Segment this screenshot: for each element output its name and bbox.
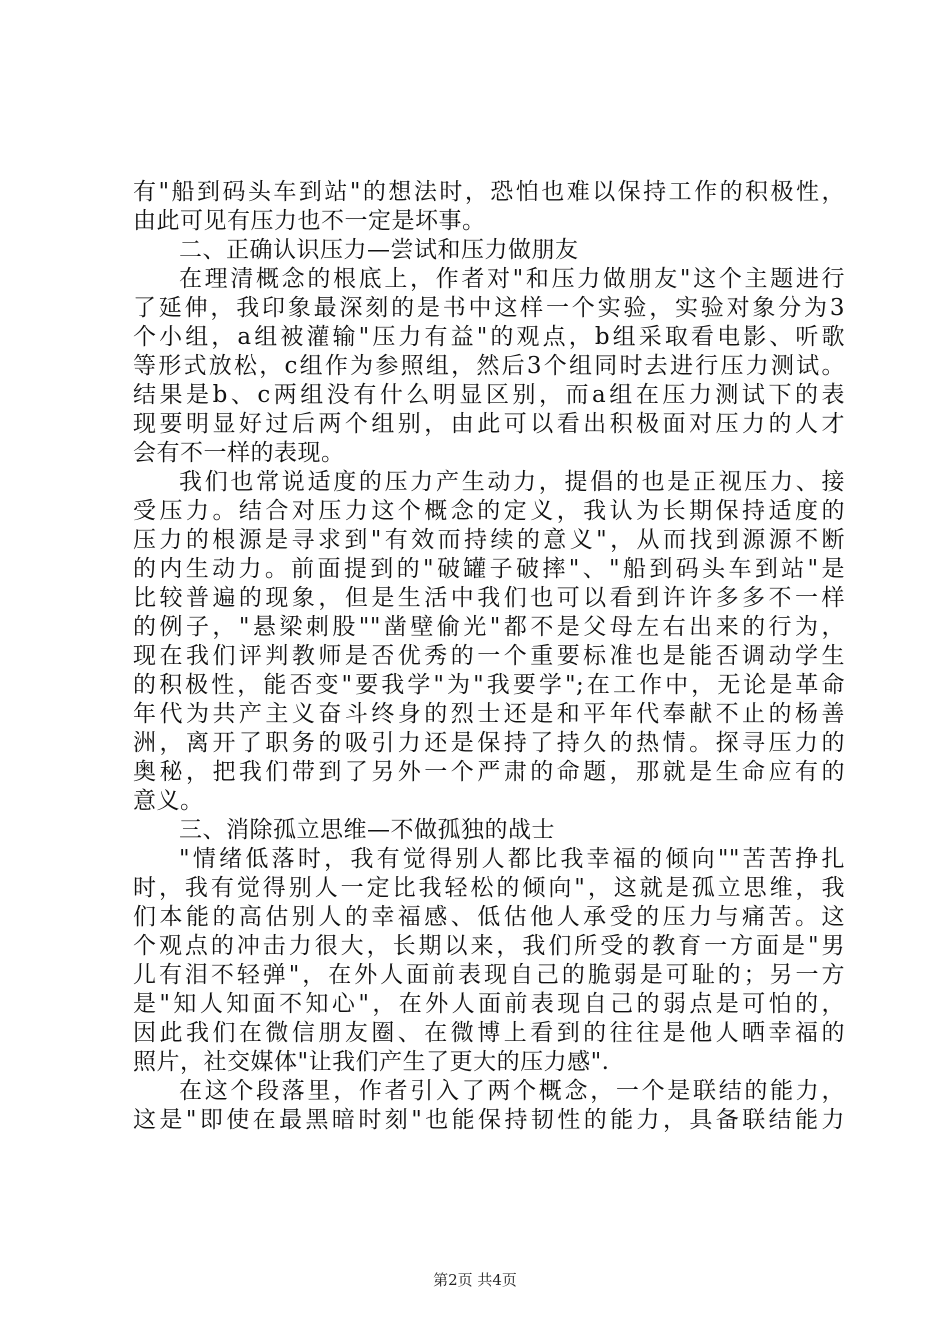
text-line: 的例子，"悬梁刺股""凿壁偷光"都不是父母左右出来的行为， (133, 614, 845, 640)
text-line: 照片，社交媒体"让我们产生了更大的压力感". (133, 1049, 610, 1075)
text-line: 因此我们在微信朋友圈、在微博上看到的往往是他人晒幸福的 (133, 1020, 845, 1046)
text-line: 在这个段落里，作者引入了两个概念，一个是联结的能力， (179, 1078, 845, 1104)
text-line: 了延伸，我印象最深刻的是书中这样一个实验，实验对象分为3 (133, 295, 845, 321)
page-number: 第2页 共4页 (433, 1271, 517, 1289)
text-line: 个小组，a组被灌输"压力有益"的观点，b组采取看电影、听歌 (133, 324, 845, 350)
text-line: 我们也常说适度的压力产生动力，提倡的也是正视压力、接 (179, 469, 845, 495)
text-line: 年代为共产主义奋斗终身的烈士还是和平年代奉献不止的杨善 (133, 701, 845, 727)
text-line: 等形式放松，c组作为参照组，然后3个组同时去进行压力测试。 (133, 353, 845, 379)
text-line: 结果是b、c两组没有什么明显区别，而a组在压力测试下的表 (133, 382, 845, 408)
text-line: 压力的根源是寻求到"有效而持续的意义"，从而找到源源不断 (133, 527, 845, 553)
text-line: 洲，离开了职务的吸引力还是保持了持久的热情。探寻压力的 (133, 730, 845, 756)
text-line: 的内生动力。前面提到的"破罐子破摔"、"船到码头车到站"是 (133, 556, 845, 582)
text-line: 个观点的冲击力很大，长期以来，我们所受的教育一方面是"男 (133, 933, 845, 959)
text-line: 意义。 (133, 788, 204, 814)
text-line: 的积极性，能否变"要我学"为"我要学";在工作中，无论是革命 (133, 672, 845, 698)
text-line: 儿有泪不轻弹"，在外人面前表现自己的脆弱是可耻的；另一方 (133, 962, 845, 988)
text-line: 这是"即使在最黑暗时刻"也能保持韧性的能力，具备联结能力 (133, 1107, 845, 1133)
text-line: 现要明显好过后两个组别，由此可以看出积极面对压力的人才 (133, 411, 845, 437)
section-heading: 二、正确认识压力—尝试和压力做朋友 (179, 237, 579, 263)
section-heading: 三、消除孤立思维—不做孤独的战士 (179, 817, 555, 843)
text-line: 们本能的高估别人的幸福感、低估他人承受的压力与痛苦。这 (133, 904, 845, 930)
text-line: 比较普遍的现象，但是生活中我们也可以看到许许多多不一样 (133, 585, 845, 611)
text-line: 会有不一样的表现。 (133, 440, 345, 466)
text-line: 受压力。结合对压力这个概念的定义，我认为长期保持适度的 (133, 498, 845, 524)
text-line: 是"知人知面不知心"，在外人面前表现自己的弱点是可怕的， (133, 991, 845, 1017)
text-line: "情绪低落时，我有觉得别人都比我幸福的倾向""苦苦挣扎 (179, 846, 845, 872)
text-line: 由此可见有压力也不一定是坏事。 (133, 208, 486, 234)
text-line: 现在我们评判教师是否优秀的一个重要标准也是能否调动学生 (133, 643, 845, 669)
text-line: 时，我有觉得别人一定比我轻松的倾向"，这就是孤立思维，我 (133, 875, 845, 901)
text-line: 有"船到码头车到站"的想法时，恐怕也难以保持工作的积极性， (133, 179, 845, 205)
text-line: 在理清概念的根底上，作者对"和压力做朋友"这个主题进行 (179, 266, 845, 292)
text-line: 奥秘，把我们带到了另外一个严肃的命题，那就是生命应有的 (133, 759, 845, 785)
document-body (133, 178, 845, 1135)
